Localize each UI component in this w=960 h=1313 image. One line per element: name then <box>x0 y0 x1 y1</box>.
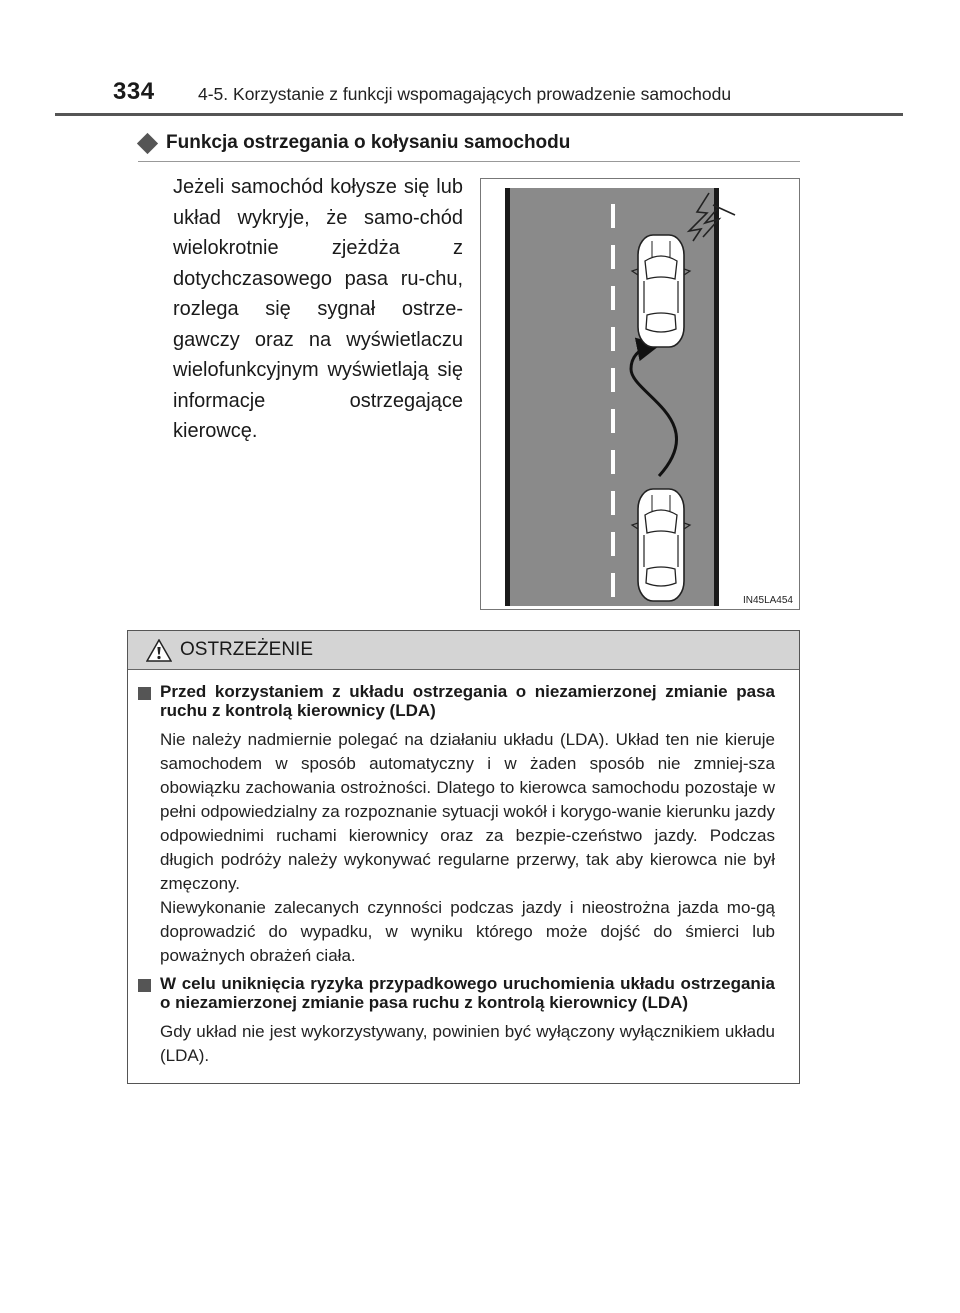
chapter-header: 4-5. Korzystanie z funkcji wspomagających prowadzenie samochodu <box>198 84 732 104</box>
warning-item-paragraph: Niewykonanie zalecanych czynności podczas jazdy i nieostrożna jazda mo-gą doprowadzić do wypadku, w wyniku którego może dojść do śmierci lub poważnych obrażeń ciała. <box>160 898 775 965</box>
warning-box <box>127 630 800 1084</box>
warning-item <box>136 974 775 1068</box>
warning-content <box>128 670 799 1068</box>
page-number: 334 <box>113 78 155 105</box>
section-heading <box>138 132 570 154</box>
warning-item-heading: Przed korzystaniem z układu ostrzegania o niezamierzonej zmianie pasa ruchu z kontrolą kierownicy (LDA) <box>160 682 775 720</box>
warning-item <box>136 682 775 968</box>
warning-item-paragraph: Nie należy nadmiernie polegać na działaniu układu (LDA). Układ ten nie kieruje samochodem w sposób automatyczny i w żaden sposób nie zmniej-sza obowiązku zachowania ostrożności. Dlatego to kierowca samochodu pozostaje w pełni odpowiedzialny za rozpoznanie sytuacji wokół i korygo-wanie kierunku jazdy odpowiednimi ruchami kierownicy oraz za bezpie-czeństwo jazdy. Podczas długich podróży należy wykonywać regularne przerwy, tak aby kierowca nie był zmęczony. <box>160 730 775 893</box>
figure-code: IN45LA454 <box>742 595 793 606</box>
car-start <box>632 489 690 601</box>
warning-item-heading: W celu uniknięcia ryzyka przypadkowego uruchomienia układu ostrzegania o niezamierzonej zmianie pasa ruchu z kontrolą kierownicy (LDA) <box>160 974 775 1012</box>
section-body-text: Jeżeli samochód kołysze się lub układ wykryje, że samo-chód wielokrotnie zjeżdża z dotychczasowego pasa ru-chu, rozlega się sygnał ostrze-gawczy oraz na wyświetlaczu wielofunkcyjnym wyświetlają się informacje ostrzegające kierowcę. <box>173 176 463 442</box>
warning-header <box>128 631 799 670</box>
warning-triangle-icon <box>146 639 172 662</box>
square-bullet-icon <box>138 687 151 700</box>
sway-warning-illustration <box>480 178 800 610</box>
warning-item-paragraph: Gdy układ nie jest wykorzystywany, powinien być wyłączony wyłącznikiem układu (LDA). <box>160 1022 775 1065</box>
road-diagram <box>481 179 799 609</box>
section-heading-text: Funkcja ostrzegania o kołysaniu samochodu <box>166 132 571 153</box>
car-drifted <box>632 235 690 347</box>
road-right-edge <box>714 188 719 606</box>
road-left-edge <box>505 188 510 606</box>
header-divider <box>55 113 903 116</box>
square-bullet-icon <box>138 979 151 992</box>
warning-title: OSTRZEŻENIE <box>180 639 314 660</box>
section-divider <box>138 161 800 162</box>
diamond-bullet-icon <box>137 132 158 153</box>
